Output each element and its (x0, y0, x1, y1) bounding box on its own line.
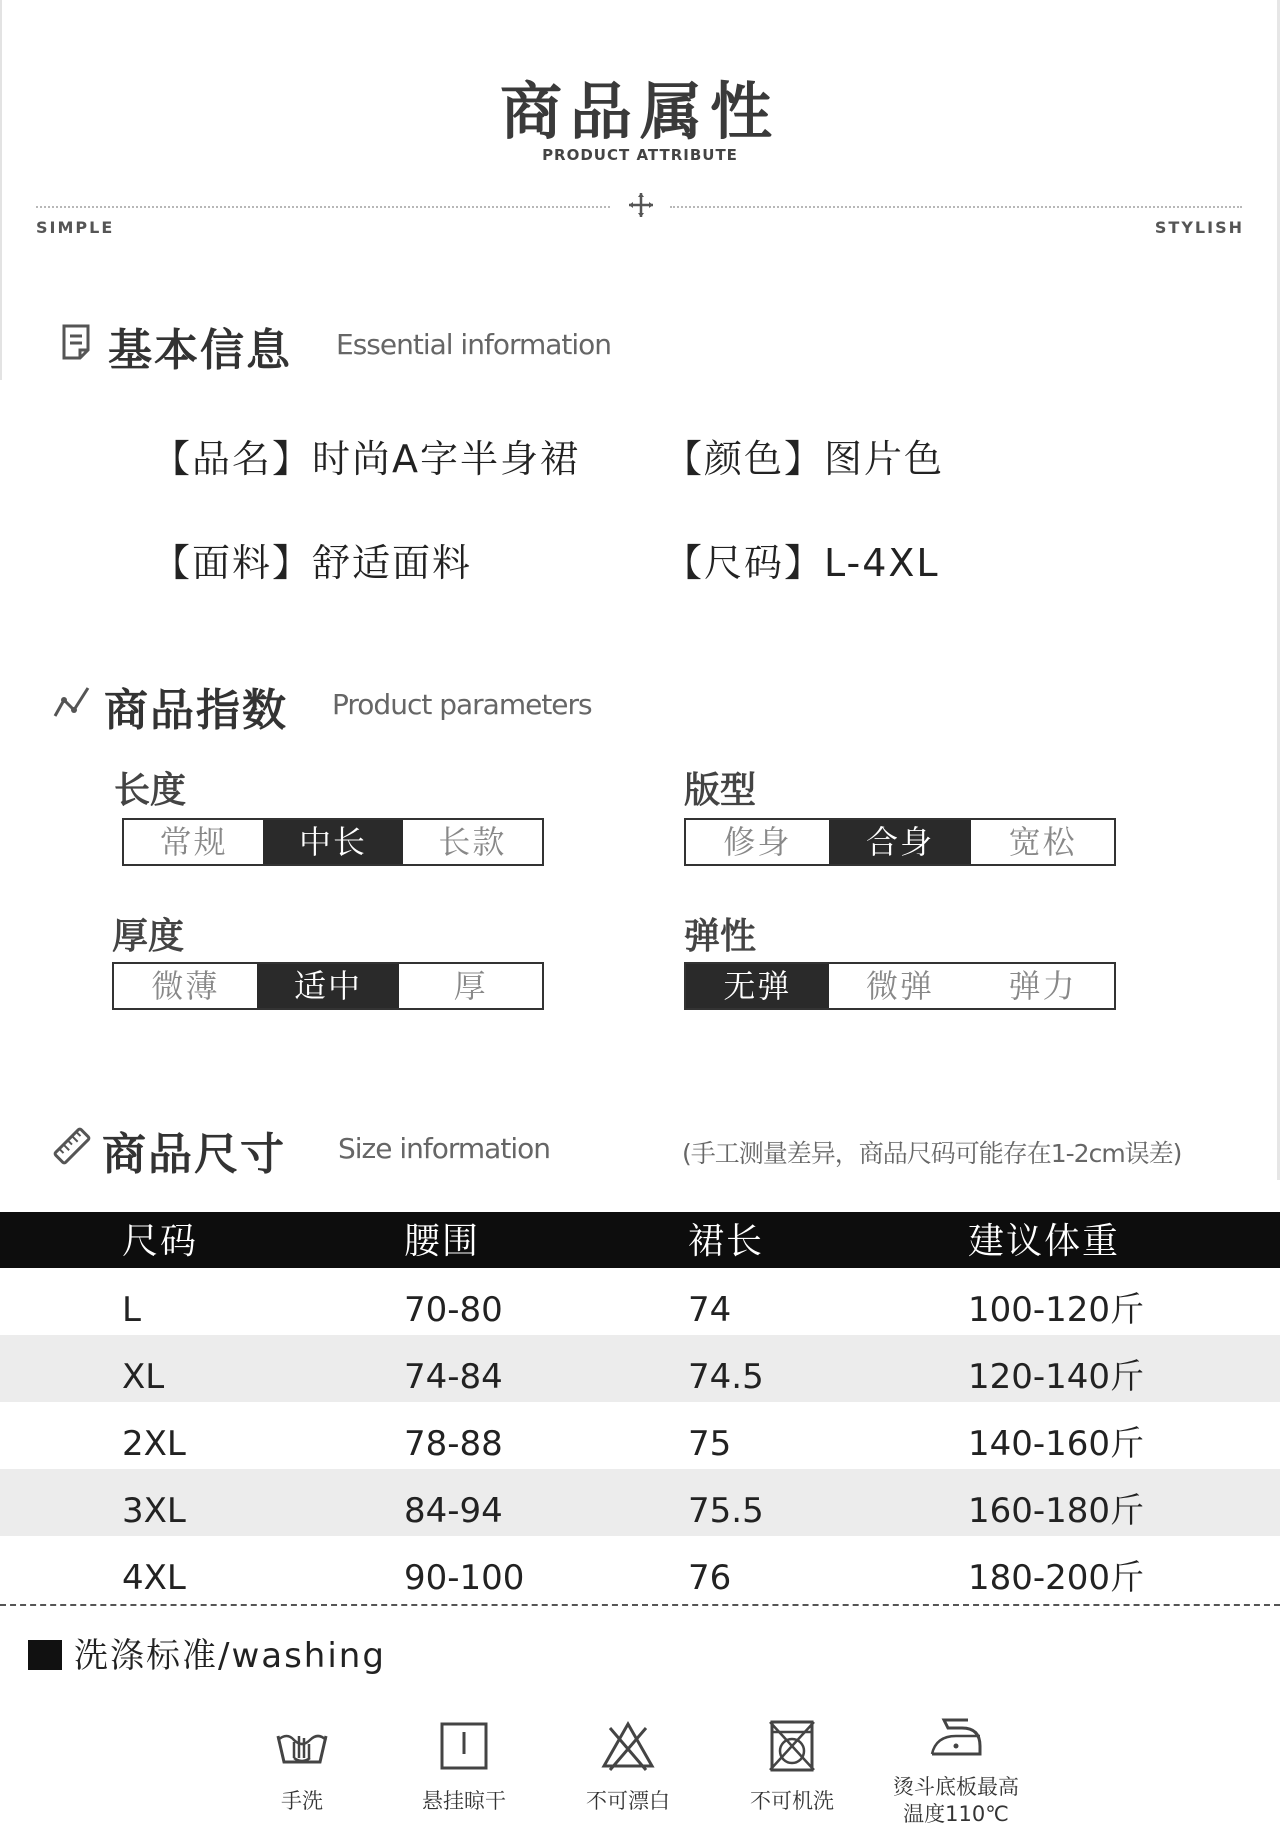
header-length: 裙长 (688, 1221, 765, 1262)
iron-icon (926, 1712, 986, 1768)
divider-right (670, 206, 1242, 208)
basic-info-title-en: Essential information (336, 328, 612, 361)
page-subtitle: PRODUCT ATTRIBUTE (542, 146, 738, 164)
thickness-option: 厚 (453, 967, 488, 1005)
elasticity-option: 微弹 (866, 967, 935, 1005)
cell-weight: 140-160斤 (968, 1424, 1145, 1464)
fit-selector (684, 818, 1116, 866)
wash-item-iron (876, 1712, 1036, 1828)
no-machine-wash-icon (762, 1718, 822, 1774)
page-title: 商品属性 (499, 75, 780, 148)
size-title-en: Size information (338, 1132, 550, 1165)
wash-item-hand-wash (222, 1718, 382, 1815)
trend-line-icon (52, 682, 92, 722)
size-table (0, 1212, 1280, 1603)
wash-item-no-bleach (548, 1718, 708, 1815)
cell-waist: 84-94 (404, 1491, 503, 1531)
fit-option: 修身 (723, 823, 792, 861)
param-label-elasticity: 弹性 (684, 916, 757, 957)
elasticity-option: 弹力 (1008, 967, 1077, 1005)
cell-waist: 90-100 (404, 1558, 525, 1598)
cell-size: L (122, 1290, 141, 1330)
wash-item-no-machine-wash (712, 1718, 872, 1815)
thickness-selector (112, 962, 544, 1010)
cell-weight: 160-180斤 (968, 1491, 1145, 1531)
table-row (0, 1469, 1280, 1536)
wash-item-hang-dry (384, 1718, 544, 1815)
param-label-thickness: 厚度 (112, 916, 185, 957)
length-option: 常规 (159, 823, 228, 861)
cell-length: 75.5 (688, 1491, 764, 1531)
params-title: 商品指数 (104, 685, 288, 736)
washing-marker (28, 1640, 62, 1670)
cell-size: XL (122, 1357, 165, 1397)
wash-label: 悬挂晾干 (422, 1789, 506, 1813)
elasticity-selector (684, 962, 1116, 1010)
cell-size: 4XL (122, 1558, 186, 1598)
cell-length: 74.5 (688, 1357, 764, 1397)
elasticity-option-selected: 无弹 (686, 964, 829, 1008)
length-option-selected: 中长 (263, 820, 402, 864)
wash-label: 手洗 (281, 1789, 323, 1813)
wash-label: 不可漂白 (586, 1789, 670, 1813)
fit-option: 宽松 (1008, 823, 1077, 861)
cell-length: 74 (688, 1290, 732, 1330)
page-edge-left (0, 0, 2, 380)
header-weight: 建议体重 (968, 1221, 1121, 1262)
cross-ornament-icon (628, 192, 654, 218)
wash-label: 烫斗底板最高 (893, 1775, 1019, 1799)
info-color: 【颜色】图片色 (664, 437, 945, 481)
document-icon (58, 322, 98, 362)
hang-dry-icon (434, 1718, 494, 1774)
param-label-length: 长度 (114, 770, 187, 811)
params-title-en: Product parameters (332, 688, 592, 721)
cell-weight: 100-120斤 (968, 1290, 1145, 1330)
wash-label-line2: 温度110℃ (903, 1802, 1009, 1826)
cell-size: 2XL (122, 1424, 186, 1464)
hand-wash-icon (272, 1718, 332, 1774)
table-header (0, 1212, 1280, 1268)
info-fabric: 【面料】舒适面料 (152, 541, 473, 585)
length-option: 长款 (438, 823, 507, 861)
simple-label: SIMPLE (36, 218, 115, 237)
size-title: 商品尺寸 (102, 1129, 286, 1180)
cell-length: 75 (688, 1424, 732, 1464)
info-product-name: 【品名】时尚A字半身裙 (152, 437, 580, 481)
measurement-note: (手工测量差异，商品尺码可能存在1-2cm误差) (682, 1139, 1182, 1168)
header-waist: 腰围 (404, 1221, 481, 1262)
table-row (0, 1536, 1280, 1603)
table-bottom-divider (0, 1604, 1280, 1606)
stylish-label: STYLISH (1154, 218, 1244, 237)
cell-length: 76 (688, 1558, 732, 1598)
cell-size: 3XL (122, 1491, 186, 1531)
divider-left (36, 206, 610, 208)
cell-waist: 74-84 (404, 1357, 503, 1397)
table-row (0, 1402, 1280, 1469)
thickness-option: 微薄 (151, 967, 220, 1005)
cell-waist: 70-80 (404, 1290, 503, 1330)
thickness-option-selected: 适中 (257, 964, 400, 1008)
length-selector (122, 818, 544, 866)
table-row (0, 1268, 1280, 1335)
header-size: 尺码 (122, 1221, 199, 1262)
ruler-icon (52, 1126, 92, 1166)
param-label-fit: 版型 (684, 770, 757, 811)
basic-info-title: 基本信息 (108, 325, 292, 376)
wash-label: 不可机洗 (750, 1789, 834, 1813)
cell-waist: 78-88 (404, 1424, 503, 1464)
cell-weight: 120-140斤 (968, 1357, 1145, 1397)
cell-weight: 180-200斤 (968, 1558, 1145, 1598)
info-size-range: 【尺码】L-4XL (664, 541, 940, 585)
fit-option-selected: 合身 (829, 820, 972, 864)
washing-title: 洗涤标准/washing (74, 1636, 386, 1676)
table-row (0, 1335, 1280, 1402)
no-bleach-icon (598, 1718, 658, 1774)
